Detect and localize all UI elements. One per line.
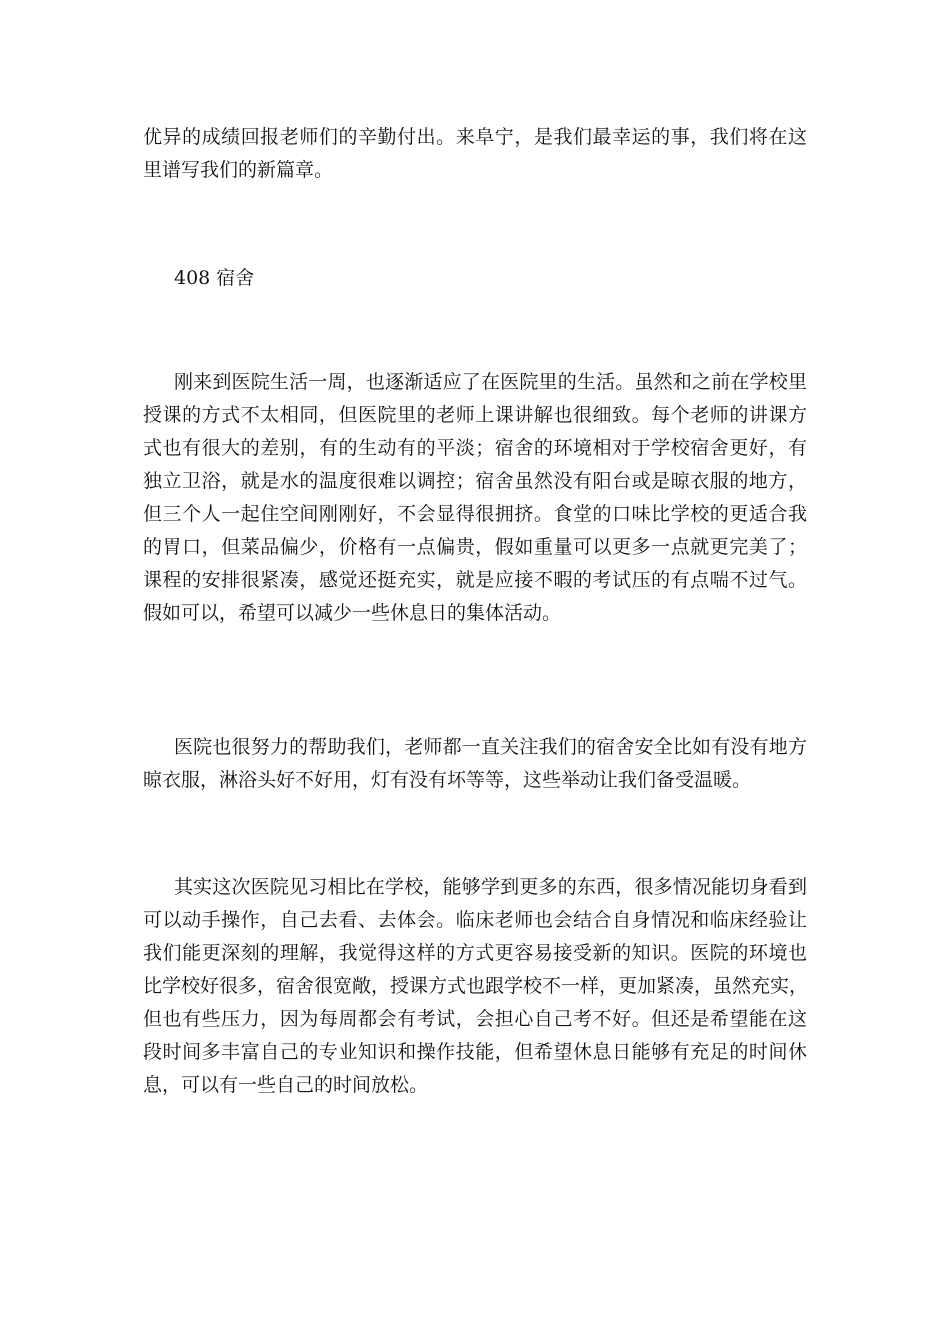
text-line: 可以动手操作，自己去看、去体会。临床老师也会结合自身情况和临床经验让: [143, 909, 807, 931]
paragraph-dorm-life: [143, 366, 807, 630]
text-line: 我们能更深刻的理解，我觉得这样的方式更容易接受新的知识。医院的环境也: [143, 942, 807, 964]
heading-text: 408 宿舍: [174, 267, 255, 289]
text-line: 但也有些压力，因为每周都会有考试，会担心自己考不好。但还是希望能在这: [143, 1008, 807, 1030]
text-line: 优异的成绩回报老师们的辛勤付出。来阜宁，是我们最幸运的事，我们将在这: [143, 126, 807, 148]
text-line: 刚来到医院生活一周，也逐渐适应了在医院里的生活。虽然和之前在学校里: [174, 371, 807, 393]
text-line: 课程的安排很紧凑，感觉还挺充实，就是应接不暇的考试压的有点喘不过气。: [143, 569, 807, 591]
text-line: 其实这次医院见习相比在学校，能够学到更多的东西，很多情况能切身看到: [174, 876, 807, 898]
text-line: 授课的方式不太相同，但医院里的老师上课讲解也很细致。每个老师的讲课方: [143, 404, 807, 426]
text-line: 晾衣服，淋浴头好不好用，灯有没有坏等等，这些举动让我们备受温暖。: [143, 769, 752, 791]
text-line: 假如可以，希望可以减少一些休息日的集体活动。: [143, 602, 562, 624]
text-line: 里谱写我们的新篇章。: [143, 159, 334, 181]
paragraph-internship-reflection: [143, 871, 807, 1102]
text-line: 式也有很大的差别，有的生动有的平淡；宿舍的环境相对于学校宿舍更好，有: [143, 437, 807, 459]
text-line: 的胃口，但菜品偏少，价格有一点偏贵，假如重量可以更多一点就更完美了；: [143, 536, 807, 558]
text-line: 息，可以有一些自己的时间放松。: [143, 1074, 429, 1096]
section-heading: [143, 262, 807, 295]
paragraph-hospital-help: [143, 731, 807, 797]
text-line: 医院也很努力的帮助我们，老师都一直关注我们的宿舍安全比如有没有地方: [174, 736, 807, 758]
text-line: 段时间多丰富自己的专业知识和操作技能，但希望休息日能够有充足的时间休: [143, 1041, 807, 1063]
paragraph-continuation: [143, 121, 807, 187]
text-line: 独立卫浴，就是水的温度很难以调控；宿舍虽然没有阳台或是晾衣服的地方，: [143, 470, 807, 492]
text-line: 但三个人一起住空间刚刚好，不会显得很拥挤。食堂的口味比学校的更适合我: [143, 503, 807, 525]
text-line: 比学校好很多，宿舍很宽敞，授课方式也跟学校不一样，更加紧凑，虽然充实，: [143, 975, 809, 997]
